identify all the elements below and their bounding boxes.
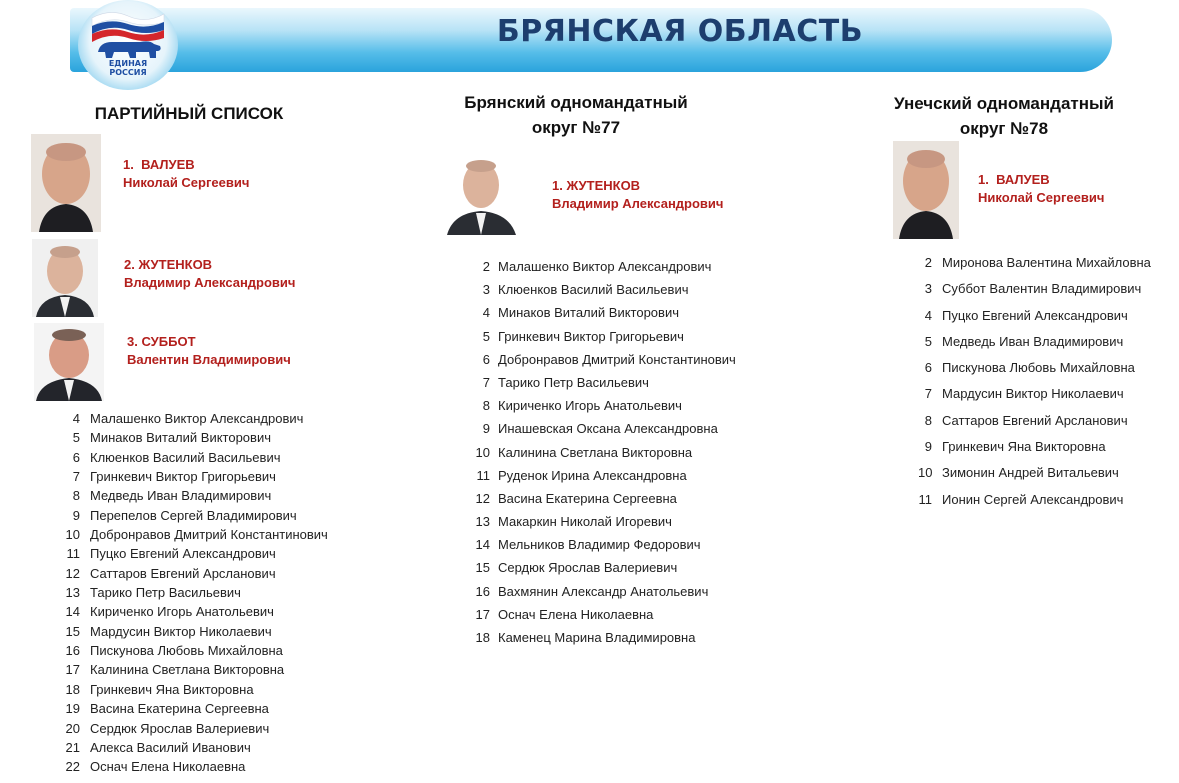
list-item [472, 348, 736, 371]
list-item-number: 13 [65, 585, 80, 601]
leader-number: 3. [127, 334, 138, 349]
list-item-number: 13 [475, 514, 490, 530]
list-item-name: Инашевская Оксана Александровна [498, 421, 718, 437]
list-item-number: 18 [475, 630, 490, 645]
list-item-name: Ионин Сергей Александрович [942, 491, 1124, 507]
list-item [54, 525, 328, 544]
list-item-name: Кириченко Игорь Анатольевич [498, 398, 682, 414]
leader-surname: СУББОТ [141, 334, 196, 349]
list-item-name: Суббот Валентин Владимирович [942, 281, 1142, 297]
list-item [54, 757, 328, 776]
list-item-number: 12 [475, 490, 490, 506]
logo-text-line1: ЕДИНАЯ [108, 59, 148, 68]
candidate-photo-subbot [34, 323, 104, 401]
list-item [54, 564, 328, 583]
list-item-name: Мардусин Виктор Николаевич [90, 623, 272, 639]
list-item [472, 487, 736, 510]
list-item-number: 7 [482, 374, 490, 390]
list-item [54, 583, 328, 602]
list-item [918, 303, 1151, 329]
district77-heading-line1: Брянский одномандатный [464, 93, 688, 112]
list-item-number: 16 [475, 583, 490, 599]
list-item-name: Тарико Петр Васильевич [90, 585, 241, 601]
list-item [918, 408, 1151, 434]
list-item [54, 467, 328, 486]
list-item-name: Васина Екатерина Сергеевна [90, 701, 269, 717]
list-item-number: 17 [65, 662, 80, 678]
list-item-name: Гринкевич Виктор Григорьевич [90, 469, 276, 485]
list-item-name: Васина Екатерина Сергеевна [498, 490, 677, 506]
party-leader-2 [124, 256, 295, 292]
list-item-number: 6 [72, 449, 80, 465]
list-item-name: Медведь Иван Владимирович [942, 333, 1124, 349]
party-logo [78, 0, 178, 90]
candidate-photo-zhutenkov-77 [443, 153, 520, 235]
list-item [472, 301, 736, 324]
leader-surname: ВАЛУЕВ [141, 157, 195, 172]
list-item-number: 5 [72, 430, 80, 446]
district77-leader [552, 177, 723, 213]
list-item-name: Калинина Светлана Викторовна [90, 662, 285, 678]
list-item [54, 602, 328, 621]
leader-surname: ЖУТЕНКОВ [138, 257, 213, 272]
list-item-name: Калинина Светлана Викторовна [498, 444, 693, 460]
leader-given-name: Владимир Александрович [124, 275, 296, 290]
list-item [472, 325, 736, 348]
list-item-number: 8 [482, 398, 490, 414]
district77-list [472, 255, 736, 649]
list-item [918, 487, 1151, 513]
list-item [54, 719, 328, 738]
list-item-name: Макаркин Николай Игоревич [498, 514, 672, 530]
list-item [54, 699, 328, 718]
list-item [472, 556, 736, 579]
list-item-name: Малашенко Виктор Александрович [498, 259, 712, 274]
list-item [54, 738, 328, 757]
list-item [54, 680, 328, 699]
candidate-photo-valuev [31, 134, 101, 232]
list-item [918, 329, 1151, 355]
list-item [54, 428, 328, 447]
list-item [472, 255, 736, 278]
party-list [54, 409, 328, 777]
list-item-number: 4 [482, 305, 490, 321]
list-item-name: Руденок Ирина Александровна [498, 467, 687, 483]
list-item-number: 11 [918, 491, 932, 507]
list-item-name: Клюенков Василий Васильевич [90, 449, 281, 465]
party-leader-1 [123, 156, 249, 192]
list-item-name: Сердюк Ярослав Валериевич [498, 560, 678, 576]
list-item [918, 460, 1151, 486]
list-item-name: Каменец Марина Владимировна [498, 630, 696, 645]
list-item [54, 506, 328, 525]
list-item-number: 10 [475, 444, 490, 460]
list-item-name: Гринкевич Яна Викторовна [90, 681, 254, 697]
list-item-name: Мельников Владимир Федорович [498, 537, 701, 553]
leader-number: 1. [123, 157, 134, 172]
leader-surname: ВАЛУЕВ [996, 172, 1050, 187]
district78-leader [978, 171, 1104, 207]
list-item-number: 16 [65, 643, 80, 659]
list-item-number: 10 [65, 527, 80, 543]
list-item [918, 276, 1151, 302]
leader-number: 1. [978, 172, 989, 187]
list-item-name: Саттаров Евгений Арсланович [942, 412, 1128, 428]
list-item [54, 660, 328, 679]
list-item-name: Вахмянин Александр Анатольевич [498, 583, 709, 599]
list-item-number: 3 [482, 282, 490, 298]
list-item-name: Сердюк Ярослав Валериевич [90, 720, 270, 736]
list-item-number: 12 [65, 565, 80, 581]
list-item [472, 278, 736, 301]
list-item [472, 417, 736, 440]
list-item [918, 250, 1151, 276]
list-item-number: 18 [65, 681, 80, 697]
list-item-number: 20 [65, 720, 80, 736]
list-item [54, 641, 328, 660]
district78-list [918, 250, 1151, 513]
list-item-name: Пуцко Евгений Александрович [942, 307, 1128, 323]
candidate-photo-valuev-78 [893, 141, 959, 239]
list-item [472, 371, 736, 394]
list-item-number: 8 [72, 488, 80, 504]
list-item-number: 11 [476, 467, 490, 483]
list-item-name: Малашенко Виктор Александрович [90, 411, 304, 426]
list-item-name: Миронова Валентина Михайловна [942, 255, 1151, 270]
district78-heading-line2: округ №78 [959, 119, 1049, 138]
list-item-number: 5 [482, 328, 490, 344]
list-item-name: Минаков Виталий Викторович [498, 305, 679, 321]
list-item-name: Зимонин Андрей Витальевич [942, 465, 1119, 481]
list-item-number: 14 [65, 604, 80, 620]
list-item-number: 9 [924, 439, 932, 455]
district77-heading-line2: округ №77 [531, 118, 621, 137]
leader-number: 1. [552, 178, 563, 193]
list-item [472, 626, 736, 649]
list-item-number: 15 [65, 623, 80, 639]
list-item-name: Пуцко Евгений Александрович [90, 546, 276, 562]
list-item-name: Пискунова Любовь Михайловна [942, 360, 1135, 376]
candidate-photo-zhutenkov [32, 239, 98, 317]
list-item-name: Клюенков Василий Васильевич [498, 282, 689, 298]
logo-text-line2: РОССИЯ [109, 68, 147, 77]
list-item-name: Саттаров Евгений Арсланович [90, 565, 276, 581]
list-item-number: 6 [482, 351, 490, 367]
leader-given-name: Валентин Владимирович [127, 352, 291, 367]
list-item-number: 5 [924, 333, 932, 349]
list-item-name: Медведь Иван Владимирович [90, 488, 272, 504]
list-item-name: Мардусин Виктор Николаевич [942, 386, 1124, 402]
list-item [918, 434, 1151, 460]
list-item-number: 4 [72, 411, 80, 426]
district78-heading [880, 91, 1128, 141]
list-item-name: Гринкевич Виктор Григорьевич [498, 328, 684, 344]
list-item [472, 394, 736, 417]
list-item-number: 21 [65, 739, 80, 755]
list-item-number: 7 [72, 469, 80, 485]
list-item-name: Оснач Елена Николаевна [90, 759, 246, 775]
list-item-number: 19 [65, 701, 80, 717]
list-item-name: Минаков Виталий Викторович [90, 430, 271, 446]
list-item [54, 544, 328, 563]
list-item [472, 441, 736, 464]
list-item [54, 409, 328, 428]
list-item-number: 9 [482, 421, 490, 437]
list-item-name: Добронравов Дмитрий Константинович [90, 527, 328, 543]
list-item [472, 580, 736, 603]
leader-number: 2. [124, 257, 135, 272]
list-item-name: Перепелов Сергей Владимирович [90, 507, 297, 523]
party-leader-3 [127, 333, 291, 369]
list-item-number: 14 [475, 537, 490, 553]
leader-given-name: Владимир Александрович [552, 196, 724, 211]
list-item [54, 622, 328, 641]
list-item-number: 3 [924, 281, 932, 297]
leader-given-name: Николай Сергеевич [123, 175, 250, 190]
list-item-number: 2 [482, 259, 490, 274]
list-item-number: 11 [66, 546, 80, 562]
list-item-number: 7 [924, 386, 932, 402]
district78-heading-line1: Унечский одномандатный [894, 94, 1114, 113]
list-item [472, 510, 736, 533]
list-item-number: 2 [924, 255, 932, 270]
list-item-name: Добронравов Дмитрий Константинович [498, 351, 736, 367]
district77-heading [440, 90, 712, 140]
list-item [918, 381, 1151, 407]
list-item-number: 6 [924, 360, 932, 376]
list-item-number: 9 [72, 507, 80, 523]
page-title: БРЯНСКАЯ ОБЛАСТЬ [496, 14, 864, 49]
list-item-name: Кириченко Игорь Анатольевич [90, 604, 274, 620]
list-item-name: Пискунова Любовь Михайловна [90, 643, 283, 659]
list-item-number: 15 [475, 560, 490, 576]
list-item-number: 10 [918, 465, 933, 481]
list-item-name: Гринкевич Яна Викторовна [942, 439, 1106, 455]
list-item-name: Оснач Елена Николаевна [498, 606, 654, 622]
list-item [472, 603, 736, 626]
list-item-number: 8 [924, 412, 932, 428]
list-item [54, 448, 328, 467]
list-item-name: Алекса Василий Иванович [90, 739, 251, 755]
list-item [54, 486, 328, 505]
list-item-number: 22 [65, 759, 80, 775]
leader-surname: ЖУТЕНКОВ [566, 178, 641, 193]
list-item-name: Тарико Петр Васильевич [498, 374, 649, 390]
list-item [918, 355, 1151, 381]
leader-given-name: Николай Сергеевич [978, 190, 1105, 205]
list-item-number: 4 [924, 307, 932, 323]
list-item-number: 17 [475, 606, 490, 622]
list-item [472, 533, 736, 556]
list-item [472, 464, 736, 487]
party-list-heading: ПАРТИЙНЫЙ СПИСОК [94, 104, 284, 123]
